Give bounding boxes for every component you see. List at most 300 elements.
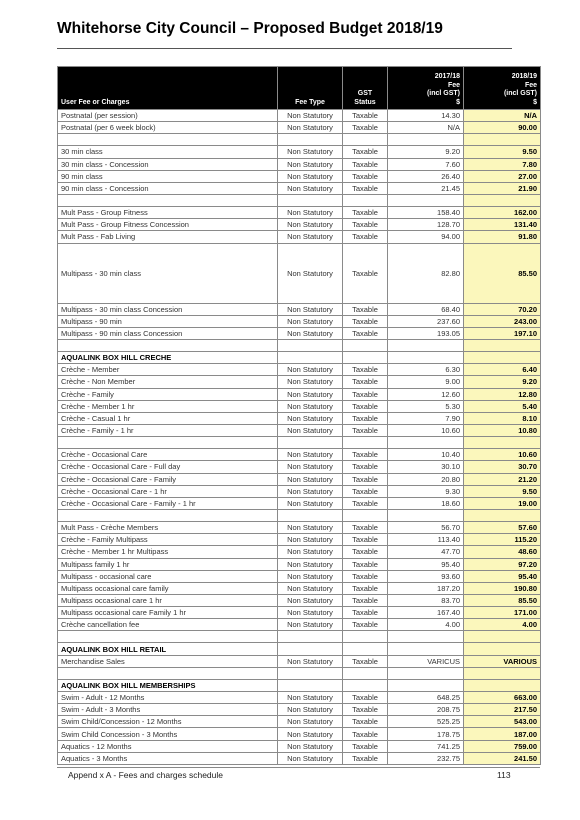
header-new-line: (incl GST) xyxy=(503,90,537,97)
table-row xyxy=(58,315,541,327)
gst-status-cell: Taxable xyxy=(343,752,388,764)
fee-type-cell: Non Statutory xyxy=(278,243,343,303)
fee-type-cell xyxy=(278,509,343,521)
table-row xyxy=(58,522,541,534)
fee-2017-18-cell: 47.70 xyxy=(388,546,464,558)
fee-type-cell: Non Statutory xyxy=(278,752,343,764)
table-row xyxy=(58,461,541,473)
fee-2018-19-cell: 187.00 xyxy=(464,728,541,740)
fee-2018-19-cell: 190.80 xyxy=(464,582,541,594)
fee-2018-19-cell: 171.00 xyxy=(464,607,541,619)
fee-2017-18-cell: 7.90 xyxy=(388,412,464,424)
fee-type-cell xyxy=(278,631,343,643)
fee-name-cell: Crèche - Family xyxy=(58,388,278,400)
gst-status-cell: Taxable xyxy=(343,704,388,716)
fee-name-cell: Aquatics - 12 Months xyxy=(58,740,278,752)
table-row xyxy=(58,388,541,400)
header-old-line: (incl GST) xyxy=(426,90,460,97)
fee-2017-18-cell xyxy=(388,643,464,655)
fee-type-cell: Non Statutory xyxy=(278,692,343,704)
gst-status-cell: Taxable xyxy=(343,594,388,606)
gst-status-cell xyxy=(343,134,388,146)
fee-2017-18-cell: 95.40 xyxy=(388,558,464,570)
fee-2017-18-cell: 12.60 xyxy=(388,388,464,400)
gst-status-cell: Taxable xyxy=(343,207,388,219)
fee-2017-18-cell: 10.60 xyxy=(388,424,464,436)
fee-2017-18-cell: 9.30 xyxy=(388,485,464,497)
fee-name-cell: Aquatics - 3 Months xyxy=(58,752,278,764)
spacer-row xyxy=(58,631,541,643)
fee-2018-19-cell: 10.60 xyxy=(464,449,541,461)
fee-2018-19-cell: 759.00 xyxy=(464,740,541,752)
gst-status-cell: Taxable xyxy=(343,303,388,315)
fee-2017-18-cell: 237.60 xyxy=(388,315,464,327)
fee-2017-18-cell: 30.10 xyxy=(388,461,464,473)
spacer-row xyxy=(58,437,541,449)
table-row xyxy=(58,376,541,388)
table-row xyxy=(58,170,541,182)
header-fee-2017-18 xyxy=(388,67,464,110)
fee-type-cell: Non Statutory xyxy=(278,424,343,436)
fee-2018-19-cell xyxy=(464,134,541,146)
fee-type-cell: Non Statutory xyxy=(278,740,343,752)
fee-type-cell: Non Statutory xyxy=(278,607,343,619)
fee-2017-18-cell xyxy=(388,339,464,351)
fee-type-cell xyxy=(278,339,343,351)
fee-type-cell: Non Statutory xyxy=(278,558,343,570)
fee-type-cell: Non Statutory xyxy=(278,303,343,315)
fee-type-cell: Non Statutory xyxy=(278,522,343,534)
fee-2018-19-cell: 243.00 xyxy=(464,315,541,327)
header-old-line: $ xyxy=(456,98,460,106)
fee-type-cell: Non Statutory xyxy=(278,388,343,400)
fee-name-cell: 30 min class xyxy=(58,146,278,158)
table-row xyxy=(58,619,541,631)
fee-2018-19-cell xyxy=(464,631,541,643)
fee-name-cell: Multipass - 30 min class xyxy=(58,243,278,303)
fee-type-cell: Non Statutory xyxy=(278,110,343,122)
fee-2018-19-cell: 30.70 xyxy=(464,461,541,473)
fee-2017-18-cell: 20.80 xyxy=(388,473,464,485)
fee-name-cell: Crèche - Family Multipass xyxy=(58,534,278,546)
fee-2017-18-cell xyxy=(388,437,464,449)
gst-status-cell xyxy=(343,667,388,679)
header-fee-type: Fee Type xyxy=(278,67,343,110)
fee-2018-19-cell: 95.40 xyxy=(464,570,541,582)
fee-2017-18-cell: 94.00 xyxy=(388,231,464,243)
fee-type-cell: Non Statutory xyxy=(278,716,343,728)
table-row xyxy=(58,546,541,558)
fee-2017-18-cell xyxy=(388,679,464,691)
fee-name-cell: Mult Pass - Fab Living xyxy=(58,231,278,243)
fee-2017-18-cell: 128.70 xyxy=(388,219,464,231)
fee-2017-18-cell xyxy=(388,194,464,206)
footer-divider xyxy=(57,767,540,768)
fee-type-cell: Non Statutory xyxy=(278,461,343,473)
fee-type-cell: Non Statutory xyxy=(278,231,343,243)
gst-status-cell: Taxable xyxy=(343,122,388,134)
page-title: Whitehorse City Council – Proposed Budget 2018/19 xyxy=(57,20,443,37)
fee-2017-18-cell: 178.75 xyxy=(388,728,464,740)
fee-2018-19-cell: 217.50 xyxy=(464,704,541,716)
fee-type-cell xyxy=(278,437,343,449)
fee-type-cell xyxy=(278,194,343,206)
table-row xyxy=(58,110,541,122)
gst-status-cell: Taxable xyxy=(343,473,388,485)
table-row xyxy=(58,655,541,667)
fee-name-cell: Mult Pass - Group Fitness xyxy=(58,207,278,219)
fee-2018-19-cell: 197.10 xyxy=(464,327,541,339)
gst-status-cell: Taxable xyxy=(343,728,388,740)
gst-status-cell: Taxable xyxy=(343,522,388,534)
fee-name-cell: Crèche - Occasional Care - 1 hr xyxy=(58,485,278,497)
table-row xyxy=(58,412,541,424)
gst-status-cell: Taxable xyxy=(343,740,388,752)
fee-type-cell: Non Statutory xyxy=(278,315,343,327)
section-header-row xyxy=(58,643,541,655)
fee-2018-19-cell: 19.00 xyxy=(464,497,541,509)
fee-name-cell: Multipass occasional care Family 1 hr xyxy=(58,607,278,619)
fee-2018-19-cell: 131.40 xyxy=(464,219,541,231)
fee-2018-19-cell: 241.50 xyxy=(464,752,541,764)
table-row xyxy=(58,449,541,461)
fee-type-cell: Non Statutory xyxy=(278,728,343,740)
fee-2018-19-cell xyxy=(464,509,541,521)
header-new-line: 2018/19 xyxy=(511,73,537,80)
gst-status-cell: Taxable xyxy=(343,110,388,122)
fee-type-cell: Non Statutory xyxy=(278,376,343,388)
fee-2018-19-cell: 10.80 xyxy=(464,424,541,436)
fee-2017-18-cell: 21.45 xyxy=(388,182,464,194)
table-row xyxy=(58,558,541,570)
fee-2017-18-cell: 9.20 xyxy=(388,146,464,158)
table-row xyxy=(58,473,541,485)
fee-type-cell xyxy=(278,352,343,364)
header-gst-line: Status xyxy=(354,98,376,106)
gst-status-cell xyxy=(343,643,388,655)
fee-type-cell: Non Statutory xyxy=(278,327,343,339)
gst-status-cell: Taxable xyxy=(343,619,388,631)
fee-name-cell: Crèche - Occasional Care - Full day xyxy=(58,461,278,473)
table-row xyxy=(58,716,541,728)
fee-name-cell: Merchandise Sales xyxy=(58,655,278,667)
fee-2018-19-cell: 162.00 xyxy=(464,207,541,219)
table-row xyxy=(58,570,541,582)
header-old-line: 2017/18 xyxy=(434,73,460,80)
gst-status-cell: Taxable xyxy=(343,315,388,327)
fee-name-cell: Multipass occasional care family xyxy=(58,582,278,594)
fee-2018-19-cell: 9.20 xyxy=(464,376,541,388)
fee-type-cell: Non Statutory xyxy=(278,594,343,606)
title-divider xyxy=(57,48,512,49)
fee-type-cell: Non Statutory xyxy=(278,170,343,182)
fee-2017-18-cell: 187.20 xyxy=(388,582,464,594)
gst-status-cell: Taxable xyxy=(343,497,388,509)
fee-2017-18-cell: 56.70 xyxy=(388,522,464,534)
fee-name-cell xyxy=(58,509,278,521)
table-row xyxy=(58,364,541,376)
fee-name-cell: Crèche cancellation fee xyxy=(58,619,278,631)
fee-2018-19-cell: N/A xyxy=(464,110,541,122)
fee-name-cell: Swim Child/Concession - 12 Months xyxy=(58,716,278,728)
section-header-row xyxy=(58,679,541,691)
fee-2017-18-cell: 10.40 xyxy=(388,449,464,461)
fee-type-cell xyxy=(278,679,343,691)
gst-status-cell: Taxable xyxy=(343,412,388,424)
table-row xyxy=(58,146,541,158)
table-row xyxy=(58,534,541,546)
gst-status-cell: Taxable xyxy=(343,327,388,339)
fee-2017-18-cell: 7.60 xyxy=(388,158,464,170)
gst-status-cell: Taxable xyxy=(343,461,388,473)
fee-type-cell: Non Statutory xyxy=(278,704,343,716)
table-row xyxy=(58,158,541,170)
header-fee-name: User Fee or Charges xyxy=(58,67,278,110)
fee-2018-19-cell: 7.80 xyxy=(464,158,541,170)
fee-2017-18-cell: 83.70 xyxy=(388,594,464,606)
gst-status-cell: Taxable xyxy=(343,388,388,400)
fee-2017-18-cell: 14.30 xyxy=(388,110,464,122)
table-row xyxy=(58,728,541,740)
fee-2018-19-cell: VARIOUS xyxy=(464,655,541,667)
fee-2018-19-cell: 48.60 xyxy=(464,546,541,558)
fee-name-cell: Crèche - Non Member xyxy=(58,376,278,388)
table-row xyxy=(58,327,541,339)
table-row xyxy=(58,607,541,619)
gst-status-cell: Taxable xyxy=(343,158,388,170)
fee-type-cell: Non Statutory xyxy=(278,122,343,134)
fee-2017-18-cell: 68.40 xyxy=(388,303,464,315)
header-new-line: Fee xyxy=(524,81,537,89)
fee-2017-18-cell: 741.25 xyxy=(388,740,464,752)
fee-name-cell xyxy=(58,631,278,643)
fee-name-cell: Crèche - Member 1 hr Multipass xyxy=(58,546,278,558)
spacer-row xyxy=(58,667,541,679)
fee-2018-19-cell: 27.00 xyxy=(464,170,541,182)
table-row xyxy=(58,704,541,716)
fee-2017-18-cell: 18.60 xyxy=(388,497,464,509)
table-row xyxy=(58,752,541,764)
gst-status-cell: Taxable xyxy=(343,243,388,303)
fee-name-cell: Crèche - Member 1 hr xyxy=(58,400,278,412)
header-new-line: $ xyxy=(533,98,537,106)
fee-name-cell: Swim Child Concession - 3 Months xyxy=(58,728,278,740)
footer-appendix-label: Append x A - Fees and charges schedule xyxy=(68,770,223,780)
gst-status-cell: Taxable xyxy=(343,546,388,558)
fee-2017-18-cell: 93.60 xyxy=(388,570,464,582)
fee-name-cell: AQUALINK BOX HILL RETAIL xyxy=(58,643,278,655)
fee-2017-18-cell: N/A xyxy=(388,122,464,134)
fee-type-cell: Non Statutory xyxy=(278,207,343,219)
table-row xyxy=(58,400,541,412)
table-row xyxy=(58,692,541,704)
table-row xyxy=(58,182,541,194)
fee-2018-19-cell: 70.20 xyxy=(464,303,541,315)
fee-type-cell: Non Statutory xyxy=(278,485,343,497)
fee-2017-18-cell: 6.30 xyxy=(388,364,464,376)
gst-status-cell xyxy=(343,194,388,206)
header-gst-status xyxy=(343,67,388,110)
fee-name-cell: Mult Pass - Crèche Members xyxy=(58,522,278,534)
fee-2018-19-cell: 85.50 xyxy=(464,594,541,606)
table-row xyxy=(58,497,541,509)
fee-name-cell: Postnatal (per 6 week block) xyxy=(58,122,278,134)
table-row xyxy=(58,582,541,594)
fee-name-cell: Postnatal (per session) xyxy=(58,110,278,122)
fee-2018-19-cell: 9.50 xyxy=(464,146,541,158)
fee-2017-18-cell xyxy=(388,509,464,521)
fee-2017-18-cell: 113.40 xyxy=(388,534,464,546)
fee-name-cell: Multipass - 90 min xyxy=(58,315,278,327)
table-row xyxy=(58,303,541,315)
fee-type-cell xyxy=(278,134,343,146)
fee-2018-19-cell: 5.40 xyxy=(464,400,541,412)
fee-2018-19-cell: 543.00 xyxy=(464,716,541,728)
gst-status-cell: Taxable xyxy=(343,570,388,582)
fee-2018-19-cell: 8.10 xyxy=(464,412,541,424)
fee-type-cell: Non Statutory xyxy=(278,158,343,170)
fee-2018-19-cell xyxy=(464,643,541,655)
fee-name-cell: AQUALINK BOX HILL MEMBERSHIPS xyxy=(58,679,278,691)
header-gst-line: GST xyxy=(357,90,373,97)
fee-2018-19-cell xyxy=(464,339,541,351)
fee-name-cell xyxy=(58,194,278,206)
fee-2018-19-cell: 90.00 xyxy=(464,122,541,134)
fee-name-cell xyxy=(58,339,278,351)
fee-2018-19-cell: 9.50 xyxy=(464,485,541,497)
gst-status-cell xyxy=(343,631,388,643)
fee-type-cell: Non Statutory xyxy=(278,219,343,231)
gst-status-cell: Taxable xyxy=(343,231,388,243)
gst-status-cell: Taxable xyxy=(343,182,388,194)
table-row xyxy=(58,485,541,497)
fee-type-cell: Non Statutory xyxy=(278,619,343,631)
fee-type-cell: Non Statutory xyxy=(278,582,343,594)
fee-name-cell: Mult Pass - Group Fitness Concession xyxy=(58,219,278,231)
fee-2018-19-cell: 21.90 xyxy=(464,182,541,194)
fee-name-cell: Crèche - Occasional Care - Family xyxy=(58,473,278,485)
fee-2017-18-cell xyxy=(388,352,464,364)
gst-status-cell xyxy=(343,339,388,351)
fee-2017-18-cell: 525.25 xyxy=(388,716,464,728)
header-fee-2018-19 xyxy=(464,67,541,110)
fee-name-cell: Multipass - 30 min class Concession xyxy=(58,303,278,315)
section-header-row xyxy=(58,352,541,364)
fee-2017-18-cell: 5.30 xyxy=(388,400,464,412)
fee-2018-19-cell: 6.40 xyxy=(464,364,541,376)
fee-2018-19-cell xyxy=(464,194,541,206)
fee-2017-18-cell: 9.00 xyxy=(388,376,464,388)
fee-type-cell: Non Statutory xyxy=(278,364,343,376)
fee-name-cell: Multipass family 1 hr xyxy=(58,558,278,570)
spacer-row xyxy=(58,134,541,146)
fee-name-cell: Swim - Adult - 3 Months xyxy=(58,704,278,716)
fee-2017-18-cell: 82.80 xyxy=(388,243,464,303)
fee-2017-18-cell: 26.40 xyxy=(388,170,464,182)
fee-name-cell: Crèche - Occasional Care xyxy=(58,449,278,461)
fee-2018-19-cell xyxy=(464,667,541,679)
fee-2018-19-cell: 85.50 xyxy=(464,243,541,303)
fee-type-cell: Non Statutory xyxy=(278,497,343,509)
fee-2018-19-cell: 21.20 xyxy=(464,473,541,485)
gst-status-cell: Taxable xyxy=(343,146,388,158)
fee-2017-18-cell: 232.75 xyxy=(388,752,464,764)
gst-status-cell: Taxable xyxy=(343,400,388,412)
spacer-row xyxy=(58,194,541,206)
fee-2017-18-cell: 193.05 xyxy=(388,327,464,339)
fee-name-cell: Crèche - Member xyxy=(58,364,278,376)
fee-type-cell: Non Statutory xyxy=(278,473,343,485)
fee-name-cell: Multipass occasional care 1 hr xyxy=(58,594,278,606)
fee-2017-18-cell: 208.75 xyxy=(388,704,464,716)
fee-name-cell: Multipass - 90 min class Concession xyxy=(58,327,278,339)
header-old-line: Fee xyxy=(447,81,460,89)
gst-status-cell: Taxable xyxy=(343,364,388,376)
fee-name-cell: 30 min class - Concession xyxy=(58,158,278,170)
fee-2018-19-cell: 115.20 xyxy=(464,534,541,546)
fee-name-cell: Multipass - occasional care xyxy=(58,570,278,582)
fee-type-cell: Non Statutory xyxy=(278,546,343,558)
fee-name-cell: Crèche - Family - 1 hr xyxy=(58,424,278,436)
fee-name-cell: 90 min class - Concession xyxy=(58,182,278,194)
fee-2018-19-cell xyxy=(464,437,541,449)
gst-status-cell xyxy=(343,509,388,521)
fee-type-cell xyxy=(278,667,343,679)
fee-2017-18-cell: 648.25 xyxy=(388,692,464,704)
fee-2018-19-cell: 4.00 xyxy=(464,619,541,631)
fee-type-cell: Non Statutory xyxy=(278,146,343,158)
fee-type-cell xyxy=(278,643,343,655)
spacer-row xyxy=(58,509,541,521)
table-row xyxy=(58,231,541,243)
fee-2018-19-cell: 91.80 xyxy=(464,231,541,243)
gst-status-cell: Taxable xyxy=(343,582,388,594)
fee-name-cell xyxy=(58,437,278,449)
gst-status-cell: Taxable xyxy=(343,692,388,704)
gst-status-cell: Taxable xyxy=(343,424,388,436)
table-row xyxy=(58,594,541,606)
fee-name-cell: 90 min class xyxy=(58,170,278,182)
gst-status-cell: Taxable xyxy=(343,485,388,497)
gst-status-cell xyxy=(343,679,388,691)
gst-status-cell xyxy=(343,437,388,449)
fees-table-body xyxy=(58,110,541,765)
fee-name-cell: Crèche - Occasional Care - Family - 1 hr xyxy=(58,497,278,509)
gst-status-cell: Taxable xyxy=(343,558,388,570)
fee-2017-18-cell: 167.40 xyxy=(388,607,464,619)
fee-2018-19-cell: 57.60 xyxy=(464,522,541,534)
fee-name-cell xyxy=(58,667,278,679)
fee-type-cell: Non Statutory xyxy=(278,449,343,461)
fee-type-cell: Non Statutory xyxy=(278,570,343,582)
fee-2017-18-cell xyxy=(388,134,464,146)
fee-name-cell: Swim - Adult - 12 Months xyxy=(58,692,278,704)
fee-type-cell: Non Statutory xyxy=(278,412,343,424)
gst-status-cell: Taxable xyxy=(343,376,388,388)
fee-name-cell: AQUALINK BOX HILL CRECHE xyxy=(58,352,278,364)
spacer-row xyxy=(58,339,541,351)
gst-status-cell: Taxable xyxy=(343,449,388,461)
fee-name-cell xyxy=(58,134,278,146)
fee-2018-19-cell xyxy=(464,679,541,691)
fee-type-cell: Non Statutory xyxy=(278,182,343,194)
fee-type-cell: Non Statutory xyxy=(278,655,343,667)
gst-status-cell: Taxable xyxy=(343,716,388,728)
fee-2017-18-cell xyxy=(388,631,464,643)
fee-2017-18-cell xyxy=(388,667,464,679)
gst-status-cell xyxy=(343,352,388,364)
fee-name-cell: Crèche - Casual 1 hr xyxy=(58,412,278,424)
